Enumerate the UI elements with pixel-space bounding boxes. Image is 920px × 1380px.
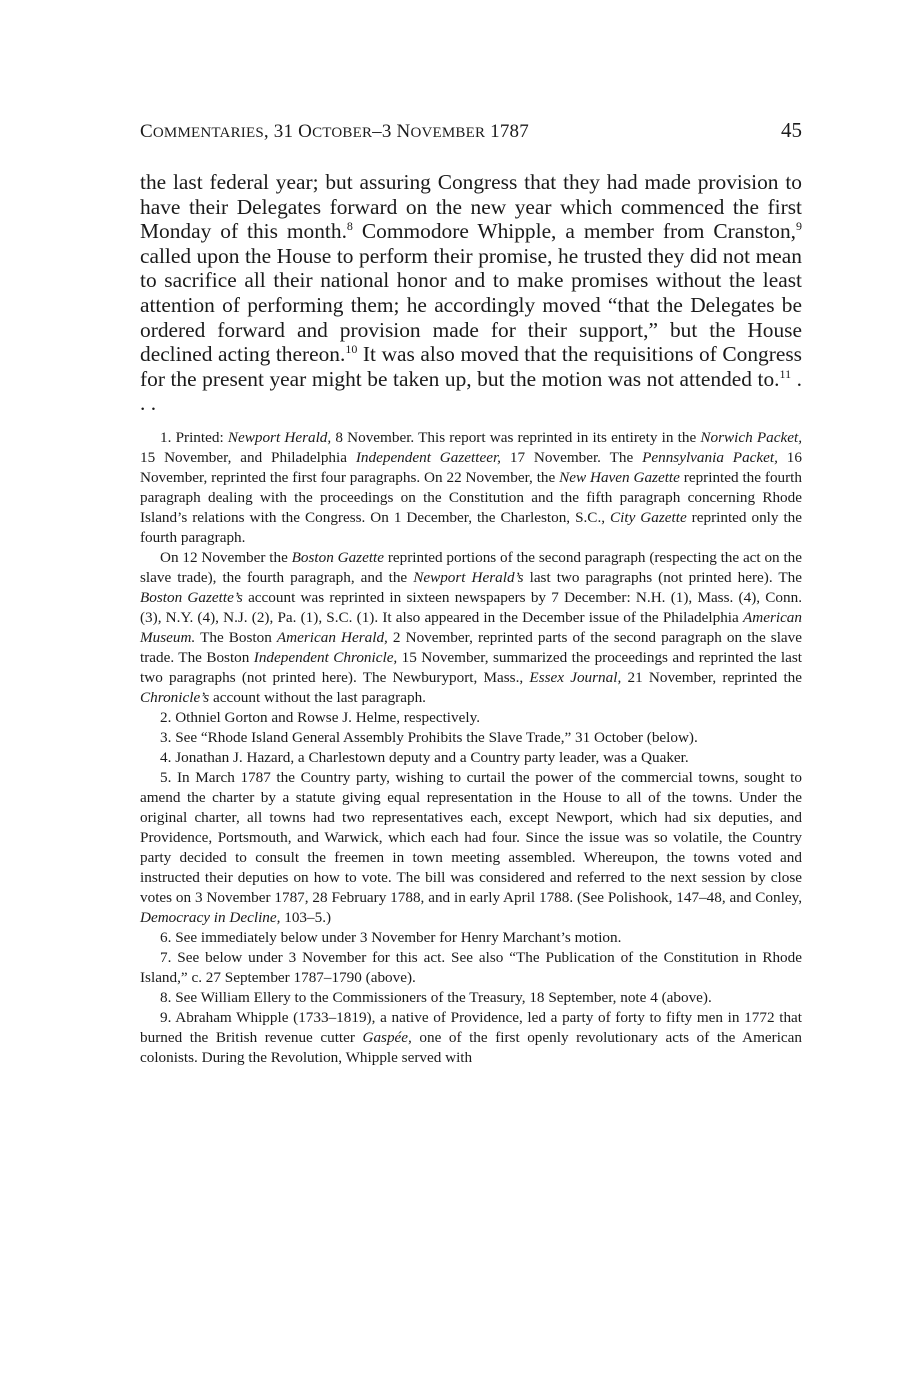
note-6: 6. See immediately below under 3 November for Henry Marchant’s motion. [160, 928, 622, 946]
note-ref-11: 11 [779, 366, 792, 381]
note-7: 7. See below under 3 November for this act. See also “The Publication of the Constitution in Rhode Island,” c. 27 September 1787–1790 (above). [140, 948, 802, 986]
note-3: 3. See “Rhode Island General Assembly Prohibits the Slave Trade,” 31 October (below). [160, 728, 698, 746]
note-2: 2. Othniel Gorton and Rowse J. Helme, respectively. [160, 708, 480, 726]
body-paragraph: the last federal year; but assuring Congress that they had made provision to have their Delegates forward on the new year which commenced the first Monday of this month.$^8$ Commodore Whipple, a member from Cranston,$^9$ called upon the House to perform their promise, he trusted they did not mean to sacrifice all their national honor and to make promises without the least attention of performing them; he accordingly moved “that the Delegates be ordered forward and provision made for their support,” but the House declined acting thereon.$^{10}$ It was also moved that the requisitions of Congress for the present year might be taken up, but the motion was not attended to.$^{11}$ . . . [140, 170, 802, 416]
note-ref-10: 10 [345, 342, 358, 357]
note-9: 9. Abraham Whipple (1733–1819), a native of Providence, led a party of forty to fifty men in 1772 that burned the British revenue cutter Gaspée, one of the first openly revolutionary acts of the American colonists. During the Revolution, Whipple served with [140, 1008, 802, 1066]
note-4: 4. Jonathan J. Hazard, a Charlestown deputy and a Country party leader, was a Quaker. [160, 748, 689, 766]
note-1: 1. Printed: Newport Herald, 8 November. This report was reprinted in its entirety in the Norwich Packet, 15 November, and Philadelphia Independent Gazetteer, 17 November. The Pennsylvania Packet, 16 November, reprinted the first four paragraphs. On 22 November, the New Haven Gazette reprinted the fourth paragraph dealing with the proceedings on the Constitution and the fifth paragraph concerning Rhode Island’s relations with the Congress. On 1 December, the Charleston, S.C., City Gazette reprinted only the fourth paragraph. [140, 428, 803, 546]
endnotes [140, 428, 802, 1068]
running-head [140, 118, 802, 148]
note-8: 8. See William Ellery to the Commissioners of the Treasury, 18 September, note 4 (above). [160, 988, 712, 1006]
running-head-title: COMMENTARIES, 31 OCTOBER–3 NOVEMBER 1787 [140, 121, 529, 142]
page-number: 45 [781, 118, 802, 142]
note-ref-9: 9 [796, 219, 802, 234]
note-ref-8: 8 [346, 219, 353, 234]
document-page [140, 118, 802, 1068]
note-1-continued: On 12 November the Boston Gazette reprinted portions of the second paragraph (respecting the act on the slave trade), the fourth paragraph, and the Newport Herald’s last two paragraphs (not printed here). The Boston Gazette’s account was reprinted in sixteen newspapers by 7 December: N.H. (1), Mass. (4), Conn. (3), N.Y. (4), N.J. (2), Pa. (1), S.C. (1). It also appeared in the December issue of the Philadelphia American Museum. The Boston American Herald, 2 November, reprinted parts of the second paragraph on the slave trade. The Boston Independent Chronicle, 15 November, summarized the proceedings and reprinted the last two paragraphs (not printed here). The Newburyport, Mass., Essex Journal, 21 November, reprinted the Chronicle’s account without the last paragraph. [140, 548, 802, 706]
note-5: 5. In March 1787 the Country party, wishing to curtail the power of the commercial towns, sought to amend the charter by a statute giving equal representation in the House to all of the towns. Under the original charter, all towns had two representatives each, except Newport, which had six deputies, and Providence, Portsmouth, and Warwick, which each had four. Since the issue was so volatile, the Country party decided to consult the freemen in town meeting assembled. Whereupon, the towns voted and instructed their deputies on how to vote. The bill was considered and referred to the next session by close votes on 3 November 1787, 28 February 1788, and in early April 1788. (See Polishook, 147–48, and Conley, Democracy in Decline, 103–5.) [140, 768, 802, 926]
